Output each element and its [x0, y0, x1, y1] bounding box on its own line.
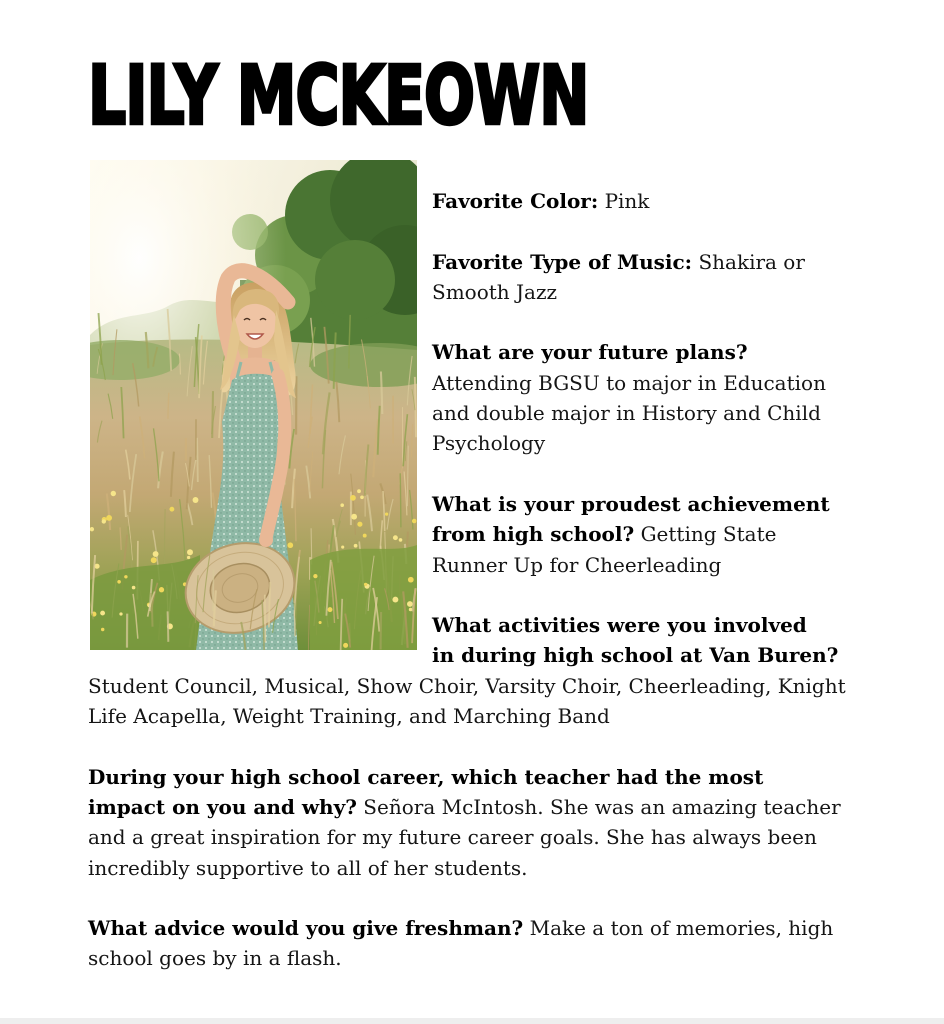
future-plans-answer: Attending BGSU to major in Education [432, 370, 826, 395]
profile-text [88, 186, 888, 974]
teacher-question: impact on you and why? [88, 794, 357, 819]
qa-favorite-music [88, 247, 888, 308]
text-line [88, 671, 888, 701]
text-line [432, 428, 888, 458]
advice-answer: school goes by in a flash. [88, 946, 342, 971]
future-plans-question: What are your future plans? [432, 340, 748, 365]
text-line [432, 489, 888, 519]
favorite-music-answer: Smooth Jazz [432, 279, 558, 304]
text-line [432, 519, 888, 549]
text-line [432, 550, 888, 580]
advice-question: What advice would you give freshman? [88, 916, 524, 941]
achievement-question: from high school? [432, 522, 635, 547]
qa-activities [88, 610, 888, 731]
text-line [88, 640, 888, 670]
future-plans-answer: and double major in History and Child [432, 401, 821, 426]
text-line [432, 186, 888, 216]
activities-answer: Life Acapella, Weight Training, and Marching Band [88, 704, 610, 729]
text-line [88, 913, 888, 943]
favorite-color-answer: Pink [604, 189, 650, 213]
text-line [432, 277, 888, 307]
advice-answer: Make a ton of memories, high [529, 916, 834, 941]
page-title: LILY MCKEOWN [88, 49, 589, 144]
achievement-answer: Getting State [640, 522, 777, 547]
qa-future-plans [88, 337, 888, 458]
teacher-answer: and a great inspiration for my future career goals. She has always been [88, 825, 817, 850]
favorite-music-answer: Shakira or [698, 249, 805, 274]
favorite-music-question: Favorite Type of Music: [432, 249, 693, 274]
activities-question: What activities were you involved [432, 613, 807, 638]
page-bottom-edge [0, 1018, 944, 1024]
text-line [88, 701, 888, 731]
teacher-answer: Señora McIntosh. She was an amazing teacher [363, 794, 841, 819]
text-line [432, 398, 888, 428]
text-line [88, 853, 888, 883]
qa-impactful-teacher [88, 762, 888, 883]
qa-freshman-advice [88, 913, 888, 974]
text-line [432, 247, 888, 277]
text-line [88, 610, 888, 640]
activities-question: in during high school at Van Buren? [432, 643, 839, 668]
achievement-answer: Runner Up for Cheerleading [432, 552, 722, 577]
text-line [88, 943, 888, 973]
qa-favorite-color [88, 186, 888, 216]
future-plans-answer: Psychology [432, 431, 546, 456]
text-line [88, 792, 888, 822]
activities-answer: Student Council, Musical, Show Choir, Varsity Choir, Cheerleading, Knight [88, 673, 846, 698]
teacher-question: During your high school career, which teacher had the most [88, 764, 764, 789]
text-line [432, 368, 888, 398]
text-line [88, 822, 888, 852]
text-line [88, 762, 888, 792]
teacher-answer: incredibly supportive to all of her students. [88, 855, 528, 880]
qa-proudest-achievement [88, 489, 888, 580]
favorite-color-question: Favorite Color: [432, 189, 599, 213]
achievement-question: What is your proudest achievement [432, 491, 830, 516]
text-line [432, 337, 888, 367]
